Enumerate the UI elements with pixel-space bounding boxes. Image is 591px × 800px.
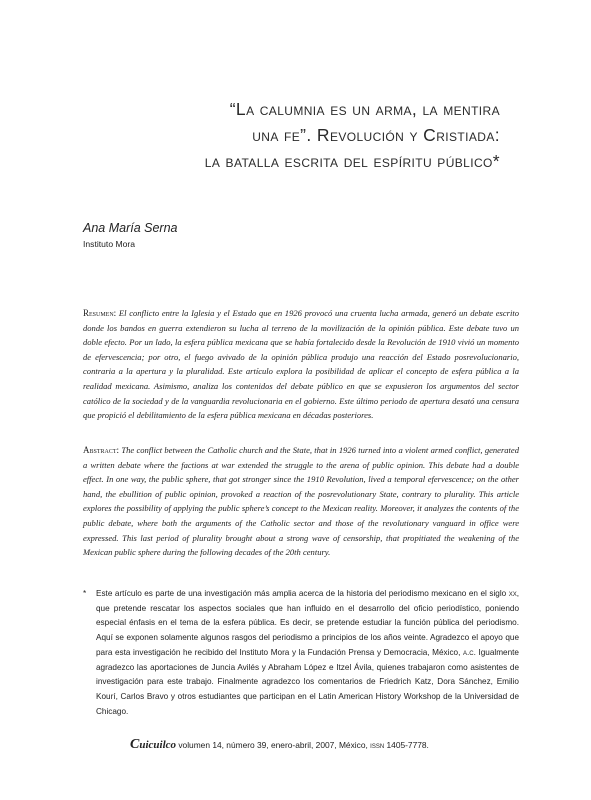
footnote-century: xx	[508, 589, 517, 598]
article-title	[60, 96, 500, 174]
abstract-paragraph	[83, 443, 519, 560]
journal-logo	[130, 739, 176, 751]
resumen-text: El conflicto entre la Iglesia y el Estado que en 1926 provocó una cruenta lucha armada, generó un debate escrito donde los bandos en guerra extendieron su lucha al terreno de la movilización de la opinión pública. Este debate tuvo un doble efecto. Por un lado, la esfera pública mexicana que se había fortalecido desde la Revolución de 1910 vivió un momento de efervescencia; por otro, el fuego avivado de la opinión pública produjo una reacción del Estado posrevolucionario, contraria a la apertura y la pluralidad. Este artículo explora la posibilidad de aplicar el concepto de esfera pública a la realidad mexicana. Asimismo, analiza los contenidos del debate público en que se expusieron los argumentos del sector católico de la sociedad y de la vanguardia revolucionaria en el gobierno. Este último periodo de apertura desató una censura que propició el debilitamiento de la esfera pública mexicana en décadas posteriores.	[83, 308, 519, 421]
footnote-text-2: , que pretende rescatar los aspectos sociales que han influido en el desarrollo del oficio periodístico, poniendo especial énfasis en el tema de la esfera pública. Es decir, se pretende estudiar la función pública del periodismo. Aquí se exponen solamente algunos rasgos del periodismo a principios de los años veinte. Agradezco el apoyo que para esta investigación he recibido del Instituto Mora y la Fundación Prensa y Democracia, México,	[96, 589, 519, 657]
footnote-ac: a.c.	[462, 647, 476, 657]
footnote	[83, 587, 519, 719]
journal-citation: volumen 14, número 39, enero-abril, 2007, México,	[176, 740, 368, 750]
author-name: Ana María Serna	[83, 221, 178, 235]
issn-number: 1405-7778.	[384, 740, 429, 750]
journal-logo-initial: C	[130, 737, 140, 752]
footnote-text-1: Este artículo es parte de una investigación más amplia acerca de la historia del periodismo mexicano en el siglo	[96, 589, 507, 598]
footnote-text-3: Igualmente agradezco las aportaciones de Juncia Avilés y Abraham López e Itzel Ávila, quienes trabajaron como asistentes de investigación para este trabajo. Finalmente agradezco los comentarios de Friedrich Katz, Dora Sánchez, Emilio Kourí, Carlos Bravo y otros estudiantes que participan en el Latin American History Workshop de la Universidad de Chicago.	[96, 647, 519, 716]
issn-label: issn	[370, 740, 385, 750]
page-footer	[130, 737, 429, 753]
abstract-label: Abstract:	[83, 445, 120, 455]
footnote-mark: *	[83, 589, 87, 598]
footnote-body	[83, 587, 519, 719]
abstract-text: The conflict between the Catholic church and the State, that in 1926 turned into a violent armed conflict, generated a written debate where the factions at war extended the struggle to the arena of public opinion. This debate had a double effect. In one way, the public sphere, that got stronger since the 1910 Revolution, lived a temporal efervescence; on the other hand, the ebullition of public opinion, provoked a reaction of the posrevolutionary State, contrary to plurality. This article explores the possibility of applying the public sphere’s concept to the Mexican reality. Moreover, it analyzes the contents of the public debate, where both the arguments of the Catholic sector and those of the revolutionary vanguard in office were expressed. This last period of plurality brought about a strong wave of censorship, that propitiated the weakening of the Mexican public sphere during the following decades of the 20th century.	[83, 445, 519, 558]
title-line-1: “La calumnia es un arma, la mentira	[229, 99, 500, 119]
title-line-2: una fe”. Revolución y Cristiada:	[252, 125, 500, 145]
resumen-label: Resumen:	[83, 308, 117, 318]
author-affiliation: Instituto Mora	[83, 239, 136, 249]
resumen-paragraph	[83, 306, 519, 423]
journal-logo-rest: uicuilco	[139, 739, 177, 751]
title-line-3: la batalla escrita del espíritu público*	[204, 151, 500, 171]
